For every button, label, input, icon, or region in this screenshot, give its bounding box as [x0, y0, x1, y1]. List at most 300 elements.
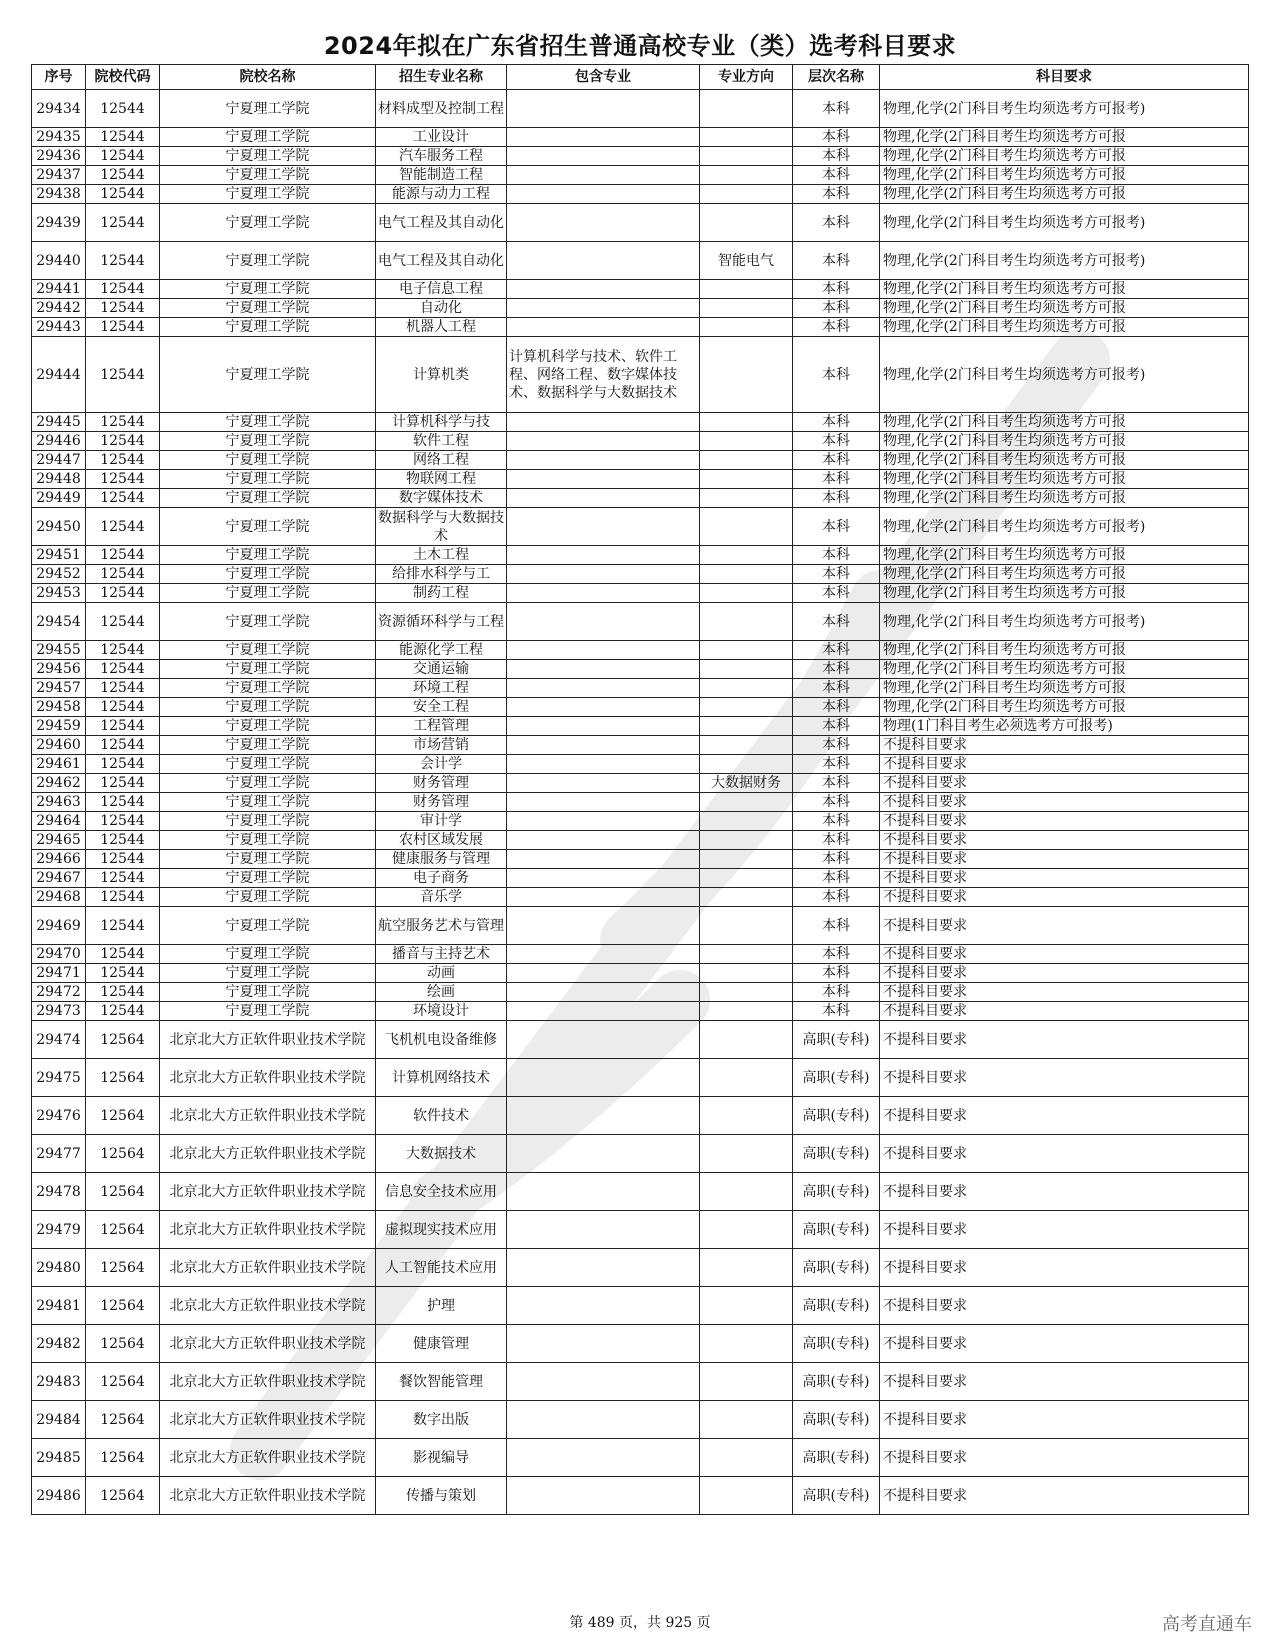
- cell-school-name: 北京北大方正软件职业技术学院: [160, 1135, 376, 1173]
- col-header-subject-requirement: 科目要求: [880, 65, 1249, 90]
- cell-level: 本科: [793, 812, 880, 831]
- cell-seq: 29439: [32, 204, 86, 242]
- cell-seq: 29477: [32, 1135, 86, 1173]
- cell-seq: 29461: [32, 755, 86, 774]
- table-row: [32, 565, 1249, 584]
- cell-direction: [700, 90, 793, 128]
- cell-major-name: 资源循环科学与工程: [376, 603, 507, 641]
- cell-seq: 29438: [32, 185, 86, 204]
- cell-seq: 29444: [32, 337, 86, 413]
- cell-level: 本科: [793, 793, 880, 812]
- cell-level: 本科: [793, 736, 880, 755]
- cell-direction: [700, 793, 793, 812]
- cell-subject-requirement: 不提科目要求: [880, 1002, 1249, 1021]
- cell-included-majors: [507, 736, 700, 755]
- cell-direction: [700, 1097, 793, 1135]
- cell-school-name: 宁夏理工学院: [160, 736, 376, 755]
- cell-direction: [700, 679, 793, 698]
- cell-included-majors: [507, 1325, 700, 1363]
- cell-major-name: 自动化: [376, 299, 507, 318]
- cell-school-code: 12544: [86, 489, 160, 508]
- cell-included-majors: [507, 147, 700, 166]
- cell-major-name: 播音与主持艺术: [376, 945, 507, 964]
- cell-school-name: 北京北大方正软件职业技术学院: [160, 1363, 376, 1401]
- cell-major-name: 电气工程及其自动化: [376, 242, 507, 280]
- cell-subject-requirement: 不提科目要求: [880, 1059, 1249, 1097]
- cell-subject-requirement: 不提科目要求: [880, 1287, 1249, 1325]
- cell-direction: [700, 565, 793, 584]
- cell-seq: 29481: [32, 1287, 86, 1325]
- cell-subject-requirement: 不提科目要求: [880, 1249, 1249, 1287]
- cell-subject-requirement: 不提科目要求: [880, 888, 1249, 907]
- cell-included-majors: [507, 1211, 700, 1249]
- cell-included-majors: [507, 774, 700, 793]
- cell-level: 高职(专科): [793, 1021, 880, 1059]
- table-row: [32, 1249, 1249, 1287]
- cell-school-code: 12544: [86, 641, 160, 660]
- cell-school-name: 北京北大方正软件职业技术学院: [160, 1097, 376, 1135]
- cell-school-code: 12564: [86, 1439, 160, 1477]
- cell-direction: [700, 1363, 793, 1401]
- cell-major-name: 数字媒体技术: [376, 489, 507, 508]
- cell-major-name: 环境工程: [376, 679, 507, 698]
- cell-school-code: 12544: [86, 204, 160, 242]
- cell-school-name: 宁夏理工学院: [160, 755, 376, 774]
- cell-direction: [700, 983, 793, 1002]
- cell-included-majors: [507, 128, 700, 147]
- table-row: [32, 128, 1249, 147]
- cell-major-name: 飞机机电设备维修: [376, 1021, 507, 1059]
- cell-school-code: 12544: [86, 546, 160, 565]
- cell-subject-requirement: 不提科目要求: [880, 812, 1249, 831]
- cell-major-name: 财务管理: [376, 774, 507, 793]
- cell-included-majors: [507, 945, 700, 964]
- cell-included-majors: [507, 717, 700, 736]
- cell-subject-requirement: 不提科目要求: [880, 1211, 1249, 1249]
- table-row: [32, 888, 1249, 907]
- cell-level: 本科: [793, 850, 880, 869]
- cell-major-name: 安全工程: [376, 698, 507, 717]
- cell-major-name: 环境设计: [376, 1002, 507, 1021]
- cell-school-name: 宁夏理工学院: [160, 147, 376, 166]
- cell-school-name: 宁夏理工学院: [160, 318, 376, 337]
- cell-level: 本科: [793, 869, 880, 888]
- cell-level: 本科: [793, 698, 880, 717]
- cell-school-name: 北京北大方正软件职业技术学院: [160, 1211, 376, 1249]
- cell-seq: 29486: [32, 1477, 86, 1515]
- cell-subject-requirement: 不提科目要求: [880, 964, 1249, 983]
- cell-direction: [700, 1249, 793, 1287]
- cell-level: 高职(专科): [793, 1325, 880, 1363]
- cell-seq: 29445: [32, 413, 86, 432]
- cell-school-code: 12544: [86, 470, 160, 489]
- cell-seq: 29452: [32, 565, 86, 584]
- table-row: [32, 660, 1249, 679]
- cell-level: 本科: [793, 831, 880, 850]
- cell-direction: [700, 166, 793, 185]
- table-row: [32, 1021, 1249, 1059]
- table-row: [32, 147, 1249, 166]
- cell-direction: [700, 413, 793, 432]
- cell-direction: [700, 337, 793, 413]
- cell-school-code: 12544: [86, 1002, 160, 1021]
- cell-school-code: 12544: [86, 565, 160, 584]
- cell-level: 本科: [793, 280, 880, 299]
- cell-school-name: 宁夏理工学院: [160, 90, 376, 128]
- cell-included-majors: [507, 1021, 700, 1059]
- cell-seq: 29467: [32, 869, 86, 888]
- cell-school-code: 12544: [86, 793, 160, 812]
- cell-direction: [700, 850, 793, 869]
- cell-subject-requirement: 不提科目要求: [880, 1363, 1249, 1401]
- cell-level: 本科: [793, 299, 880, 318]
- cell-subject-requirement: 不提科目要求: [880, 850, 1249, 869]
- cell-level: 本科: [793, 413, 880, 432]
- cell-major-name: 审计学: [376, 812, 507, 831]
- cell-included-majors: [507, 1363, 700, 1401]
- cell-subject-requirement: 物理,化学(2门科目考生均须选考方可报: [880, 584, 1249, 603]
- cell-seq: 29475: [32, 1059, 86, 1097]
- cell-major-name: 市场营销: [376, 736, 507, 755]
- table-row: [32, 1135, 1249, 1173]
- cell-subject-requirement: 不提科目要求: [880, 1439, 1249, 1477]
- table-row: [32, 1002, 1249, 1021]
- cell-included-majors: [507, 850, 700, 869]
- cell-seq: 29437: [32, 166, 86, 185]
- cell-included-majors: [507, 166, 700, 185]
- cell-subject-requirement: 物理,化学(2门科目考生均须选考方可报: [880, 318, 1249, 337]
- cell-major-name: 数据科学与大数据技术: [376, 508, 507, 546]
- cell-level: 本科: [793, 185, 880, 204]
- cell-level: 本科: [793, 679, 880, 698]
- cell-direction: [700, 147, 793, 166]
- cell-subject-requirement: 不提科目要求: [880, 774, 1249, 793]
- cell-included-majors: [507, 1401, 700, 1439]
- cell-school-code: 12544: [86, 451, 160, 470]
- cell-school-code: 12564: [86, 1135, 160, 1173]
- cell-major-name: 工业设计: [376, 128, 507, 147]
- table-row: [32, 850, 1249, 869]
- cell-subject-requirement: 物理,化学(2门科目考生均须选考方可报: [880, 432, 1249, 451]
- cell-direction: [700, 907, 793, 945]
- cell-direction: [700, 470, 793, 489]
- cell-school-name: 宁夏理工学院: [160, 1002, 376, 1021]
- cell-seq: 29471: [32, 964, 86, 983]
- cell-major-name: 给排水科学与工: [376, 565, 507, 584]
- cell-school-code: 12544: [86, 90, 160, 128]
- cell-subject-requirement: 物理,化学(2门科目考生均须选考方可报: [880, 489, 1249, 508]
- cell-major-name: 物联网工程: [376, 470, 507, 489]
- cell-level: 高职(专科): [793, 1097, 880, 1135]
- cell-included-majors: [507, 242, 700, 280]
- cell-direction: [700, 128, 793, 147]
- cell-school-name: 宁夏理工学院: [160, 489, 376, 508]
- cell-level: 本科: [793, 489, 880, 508]
- table-row: [32, 1363, 1249, 1401]
- cell-school-name: 北京北大方正软件职业技术学院: [160, 1173, 376, 1211]
- cell-included-majors: [507, 508, 700, 546]
- cell-major-name: 影视编导: [376, 1439, 507, 1477]
- page-footer: 第 489 页，共 925 页: [569, 1615, 711, 1631]
- cell-major-name: 财务管理: [376, 793, 507, 812]
- cell-included-majors: [507, 888, 700, 907]
- table-row: [32, 432, 1249, 451]
- cell-major-name: 农村区域发展: [376, 831, 507, 850]
- cell-level: 本科: [793, 717, 880, 736]
- cell-level: 本科: [793, 584, 880, 603]
- cell-school-code: 12564: [86, 1097, 160, 1135]
- cell-school-name: 宁夏理工学院: [160, 888, 376, 907]
- table-row: [32, 90, 1249, 128]
- cell-level: 本科: [793, 641, 880, 660]
- cell-subject-requirement: 不提科目要求: [880, 1401, 1249, 1439]
- cell-school-name: 宁夏理工学院: [160, 299, 376, 318]
- cell-included-majors: [507, 660, 700, 679]
- table-row: [32, 603, 1249, 641]
- cell-seq: 29463: [32, 793, 86, 812]
- cell-major-name: 健康服务与管理: [376, 850, 507, 869]
- cell-level: 本科: [793, 451, 880, 470]
- cell-seq: 29472: [32, 983, 86, 1002]
- cell-major-name: 电气工程及其自动化: [376, 204, 507, 242]
- table-row: [32, 185, 1249, 204]
- cell-school-code: 12544: [86, 166, 160, 185]
- cell-seq: 29435: [32, 128, 86, 147]
- cell-direction: [700, 1021, 793, 1059]
- table-row: [32, 508, 1249, 546]
- cell-included-majors: [507, 1135, 700, 1173]
- cell-direction: [700, 204, 793, 242]
- cell-seq: 29466: [32, 850, 86, 869]
- cell-included-majors: [507, 584, 700, 603]
- cell-level: 高职(专科): [793, 1363, 880, 1401]
- cell-school-name: 宁夏理工学院: [160, 337, 376, 413]
- cell-seq: 29454: [32, 603, 86, 641]
- brand-watermark-text: 高考直通车: [1162, 1614, 1252, 1635]
- cell-school-code: 12544: [86, 831, 160, 850]
- cell-school-code: 12564: [86, 1325, 160, 1363]
- cell-direction: [700, 185, 793, 204]
- table-row: [32, 1173, 1249, 1211]
- cell-school-name: 宁夏理工学院: [160, 242, 376, 280]
- cell-level: 高职(专科): [793, 1135, 880, 1173]
- cell-school-code: 12564: [86, 1477, 160, 1515]
- cell-subject-requirement: 不提科目要求: [880, 793, 1249, 812]
- cell-subject-requirement: 物理,化学(2门科目考生均须选考方可报: [880, 546, 1249, 565]
- cell-level: 高职(专科): [793, 1477, 880, 1515]
- cell-subject-requirement: 不提科目要求: [880, 1173, 1249, 1211]
- cell-level: 本科: [793, 1002, 880, 1021]
- cell-seq: 29443: [32, 318, 86, 337]
- table-header-row: [32, 65, 1249, 90]
- cell-school-code: 12564: [86, 1059, 160, 1097]
- cell-major-name: 大数据技术: [376, 1135, 507, 1173]
- table-row: [32, 1211, 1249, 1249]
- cell-direction: [700, 1477, 793, 1515]
- cell-school-name: 宁夏理工学院: [160, 717, 376, 736]
- cell-direction: [700, 1002, 793, 1021]
- table-row: [32, 736, 1249, 755]
- cell-subject-requirement: 物理,化学(2门科目考生均须选考方可报: [880, 299, 1249, 318]
- table-row: [32, 489, 1249, 508]
- cell-included-majors: [507, 869, 700, 888]
- cell-level: 高职(专科): [793, 1287, 880, 1325]
- cell-level: 本科: [793, 470, 880, 489]
- cell-included-majors: [507, 470, 700, 489]
- cell-major-name: 软件技术: [376, 1097, 507, 1135]
- cell-school-name: 宁夏理工学院: [160, 812, 376, 831]
- cell-subject-requirement: 不提科目要求: [880, 1135, 1249, 1173]
- cell-subject-requirement: 不提科目要求: [880, 869, 1249, 888]
- table-row: [32, 318, 1249, 337]
- cell-direction: [700, 717, 793, 736]
- cell-school-name: 宁夏理工学院: [160, 128, 376, 147]
- cell-level: 本科: [793, 90, 880, 128]
- cell-school-name: 宁夏理工学院: [160, 546, 376, 565]
- cell-major-name: 汽车服务工程: [376, 147, 507, 166]
- cell-included-majors: [507, 546, 700, 565]
- cell-seq: 29480: [32, 1249, 86, 1287]
- cell-included-majors: [507, 641, 700, 660]
- cell-direction: [700, 641, 793, 660]
- cell-subject-requirement: 物理,化学(2门科目考生均须选考方可报: [880, 470, 1249, 489]
- cell-level: 高职(专科): [793, 1059, 880, 1097]
- cell-included-majors: [507, 204, 700, 242]
- cell-major-name: 机器人工程: [376, 318, 507, 337]
- table-row: [32, 1439, 1249, 1477]
- cell-seq: 29458: [32, 698, 86, 717]
- cell-major-name: 电子信息工程: [376, 280, 507, 299]
- cell-direction: [700, 1211, 793, 1249]
- cell-school-name: 北京北大方正软件职业技术学院: [160, 1325, 376, 1363]
- cell-subject-requirement: 物理,化学(2门科目考生均须选考方可报: [880, 679, 1249, 698]
- cell-seq: 29446: [32, 432, 86, 451]
- cell-school-code: 12544: [86, 679, 160, 698]
- cell-seq: 29465: [32, 831, 86, 850]
- cell-direction: [700, 603, 793, 641]
- cell-subject-requirement: 物理,化学(2门科目考生均须选考方可报考): [880, 603, 1249, 641]
- cell-school-name: 宁夏理工学院: [160, 280, 376, 299]
- cell-level: 本科: [793, 337, 880, 413]
- cell-major-name: 信息安全技术应用: [376, 1173, 507, 1211]
- cell-school-code: 12544: [86, 736, 160, 755]
- cell-direction: [700, 280, 793, 299]
- cell-included-majors: [507, 831, 700, 850]
- cell-level: 本科: [793, 755, 880, 774]
- cell-major-name: 音乐学: [376, 888, 507, 907]
- cell-included-majors: [507, 964, 700, 983]
- cell-school-code: 12544: [86, 888, 160, 907]
- table-row: [32, 869, 1249, 888]
- cell-school-code: 12564: [86, 1401, 160, 1439]
- cell-school-code: 12544: [86, 147, 160, 166]
- cell-school-code: 12544: [86, 812, 160, 831]
- cell-major-name: 健康管理: [376, 1325, 507, 1363]
- cell-included-majors: [507, 603, 700, 641]
- cell-direction: [700, 546, 793, 565]
- cell-seq: 29482: [32, 1325, 86, 1363]
- cell-direction: [700, 299, 793, 318]
- cell-seq: 29459: [32, 717, 86, 736]
- cell-major-name: 会计学: [376, 755, 507, 774]
- cell-major-name: 计算机科学与技: [376, 413, 507, 432]
- cell-seq: 29451: [32, 546, 86, 565]
- table-row: [32, 242, 1249, 280]
- cell-level: 本科: [793, 565, 880, 584]
- table-row: [32, 1059, 1249, 1097]
- cell-included-majors: [507, 318, 700, 337]
- cell-school-name: 宁夏理工学院: [160, 584, 376, 603]
- cell-school-code: 12564: [86, 1211, 160, 1249]
- cell-major-name: 虚拟现实技术应用: [376, 1211, 507, 1249]
- cell-direction: [700, 964, 793, 983]
- cell-direction: [700, 888, 793, 907]
- cell-school-code: 12544: [86, 717, 160, 736]
- cell-school-name: 宁夏理工学院: [160, 983, 376, 1002]
- cell-direction: [700, 1401, 793, 1439]
- cell-level: 本科: [793, 128, 880, 147]
- cell-seq: 29460: [32, 736, 86, 755]
- cell-school-name: 北京北大方正软件职业技术学院: [160, 1249, 376, 1287]
- table-row: [32, 907, 1249, 945]
- cell-school-code: 12544: [86, 242, 160, 280]
- cell-subject-requirement: 物理,化学(2门科目考生均须选考方可报: [880, 641, 1249, 660]
- cell-school-name: 宁夏理工学院: [160, 413, 376, 432]
- cell-school-name: 宁夏理工学院: [160, 204, 376, 242]
- col-header-major-name: 招生专业名称: [376, 65, 507, 90]
- cell-major-name: 土木工程: [376, 546, 507, 565]
- cell-subject-requirement: 物理,化学(2门科目考生均须选考方可报: [880, 280, 1249, 299]
- col-header-seq: 序号: [32, 65, 86, 90]
- cell-school-name: 北京北大方正软件职业技术学院: [160, 1439, 376, 1477]
- cell-school-code: 12544: [86, 983, 160, 1002]
- cell-subject-requirement: 物理(1门科目考生必须选考方可报考): [880, 717, 1249, 736]
- cell-seq: 29476: [32, 1097, 86, 1135]
- cell-seq: 29456: [32, 660, 86, 679]
- cell-included-majors: [507, 1287, 700, 1325]
- cell-level: 本科: [793, 888, 880, 907]
- table-row: [32, 166, 1249, 185]
- cell-school-code: 12544: [86, 413, 160, 432]
- cell-subject-requirement: 不提科目要求: [880, 1477, 1249, 1515]
- col-header-direction: 专业方向: [700, 65, 793, 90]
- table-row: [32, 717, 1249, 736]
- cell-subject-requirement: 不提科目要求: [880, 945, 1249, 964]
- cell-school-name: 北京北大方正软件职业技术学院: [160, 1021, 376, 1059]
- cell-subject-requirement: 物理,化学(2门科目考生均须选考方可报: [880, 185, 1249, 204]
- cell-subject-requirement: 物理,化学(2门科目考生均须选考方可报考): [880, 337, 1249, 413]
- table-row: [32, 204, 1249, 242]
- cell-school-name: 宁夏理工学院: [160, 793, 376, 812]
- cell-included-majors: [507, 1097, 700, 1135]
- cell-school-code: 12544: [86, 508, 160, 546]
- cell-subject-requirement: 物理,化学(2门科目考生均须选考方可报: [880, 565, 1249, 584]
- cell-school-name: 宁夏理工学院: [160, 660, 376, 679]
- cell-major-name: 计算机网络技术: [376, 1059, 507, 1097]
- table-row: [32, 1097, 1249, 1135]
- cell-school-name: 宁夏理工学院: [160, 470, 376, 489]
- cell-major-name: 交通运输: [376, 660, 507, 679]
- table-row: [32, 698, 1249, 717]
- cell-direction: [700, 1325, 793, 1363]
- cell-direction: [700, 432, 793, 451]
- cell-seq: 29453: [32, 584, 86, 603]
- cell-school-name: 宁夏理工学院: [160, 166, 376, 185]
- table-row: [32, 337, 1249, 413]
- cell-school-name: 宁夏理工学院: [160, 508, 376, 546]
- cell-major-name: 智能制造工程: [376, 166, 507, 185]
- cell-school-code: 12544: [86, 185, 160, 204]
